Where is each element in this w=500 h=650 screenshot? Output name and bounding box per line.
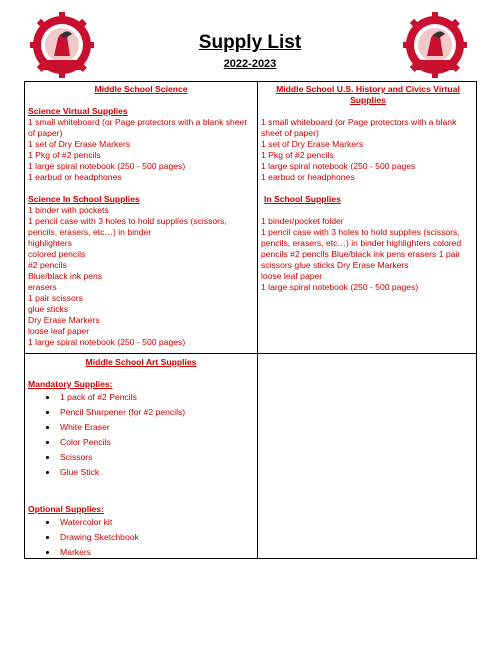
list-item: • White Eraser — [58, 422, 254, 433]
list-item: • Drawing Sketchbook — [58, 532, 254, 543]
list-item: 1 small whiteboard (or Page protectors with a blank sheet of paper) — [261, 117, 457, 138]
art-mandatory-heading: Mandatory Supplies: — [28, 379, 113, 389]
optional-list — [28, 517, 254, 558]
list-item: 1 pair scissors — [28, 293, 83, 303]
page-title: Supply List — [198, 32, 302, 53]
list-item: 1 earbud or headphones — [261, 172, 355, 182]
list-item: 1 pencil case with 3 holes to hold supplies (scissors, pencils, erasers, etc…) in binder highlighters colored pencils #2 pencils Blue/black ink pens erasers 1 pair scissors glue sticks Dry Erase Markers — [261, 227, 462, 270]
list-item: 1 pencil case with 3 holes to hold supplies (scissors, pencils, erasers, etc…) in binder — [28, 216, 227, 237]
list-item: 1 large spiral notebook (250 - 500 pages) — [261, 282, 419, 292]
history-cell — [261, 84, 475, 293]
list-item: loose leaf paper — [28, 326, 90, 336]
list-item: highlighters — [28, 238, 72, 248]
list-item: Dry Erase Markers — [28, 315, 100, 325]
science-cell — [28, 84, 254, 348]
science-heading: Middle School Science — [94, 84, 188, 94]
list-item: Blue/black ink pens — [28, 271, 103, 281]
list-item: • 1 pack of #2 Pencils — [58, 392, 254, 403]
list-item: • Glue Stick — [58, 467, 254, 478]
list-item: • Color Pencils — [58, 437, 254, 448]
list-item: 1 earbud or headphones — [28, 172, 122, 182]
list-item: • Scissors — [58, 452, 254, 463]
list-item: 1 binder/pocket folder — [261, 216, 344, 226]
list-item: 1 set of Dry Erase Markers — [28, 139, 131, 149]
list-item: #2 pencils — [28, 260, 67, 270]
list-item: 1 binder with pockets — [28, 205, 109, 215]
list-item: • Markers — [58, 547, 254, 558]
supply-table — [24, 81, 477, 559]
list-item: 1 set of Dry Erase Markers — [261, 139, 364, 149]
list-item: 1 Pkg of #2 pencils — [28, 150, 101, 160]
art-heading: Middle School Art Supplies — [85, 357, 197, 367]
list-item: glue sticks — [28, 304, 69, 314]
row-divider — [25, 353, 476, 354]
list-item: • Pencil Sharpener (for #2 pencils) — [58, 407, 254, 418]
list-item: 1 large spiral notebook (250 - 500 pages) — [28, 161, 186, 171]
art-optional-heading: Optional Supplies: — [28, 504, 104, 514]
list-item: • Watercolor kit — [58, 517, 254, 528]
mandatory-list — [28, 392, 254, 478]
science-inschool-heading: Science In School Supplies — [28, 194, 140, 204]
school-year: 2022-2023 — [223, 58, 277, 70]
list-item: 1 small whiteboard (or Page protectors with a blank sheet of paper) — [28, 117, 247, 138]
column-divider — [257, 82, 258, 558]
list-item: 1 large spiral notebook (250 - 500 pages — [261, 161, 416, 171]
list-item: 1 Pkg of #2 pencils — [261, 150, 334, 160]
list-item: colored pencils — [28, 249, 86, 259]
list-item: erasers — [28, 282, 57, 292]
list-item: loose leaf paper — [261, 271, 323, 281]
art-cell — [28, 357, 254, 562]
history-heading: Middle School U.S. History and Civics Virtual Supplies — [276, 84, 460, 105]
list-item: 1 large spiral notebook (250 - 500 pages) — [28, 337, 186, 347]
history-inschool-heading: In School Supplies — [264, 194, 341, 204]
science-virtual-heading: Science Virtual Supplies — [28, 106, 128, 116]
